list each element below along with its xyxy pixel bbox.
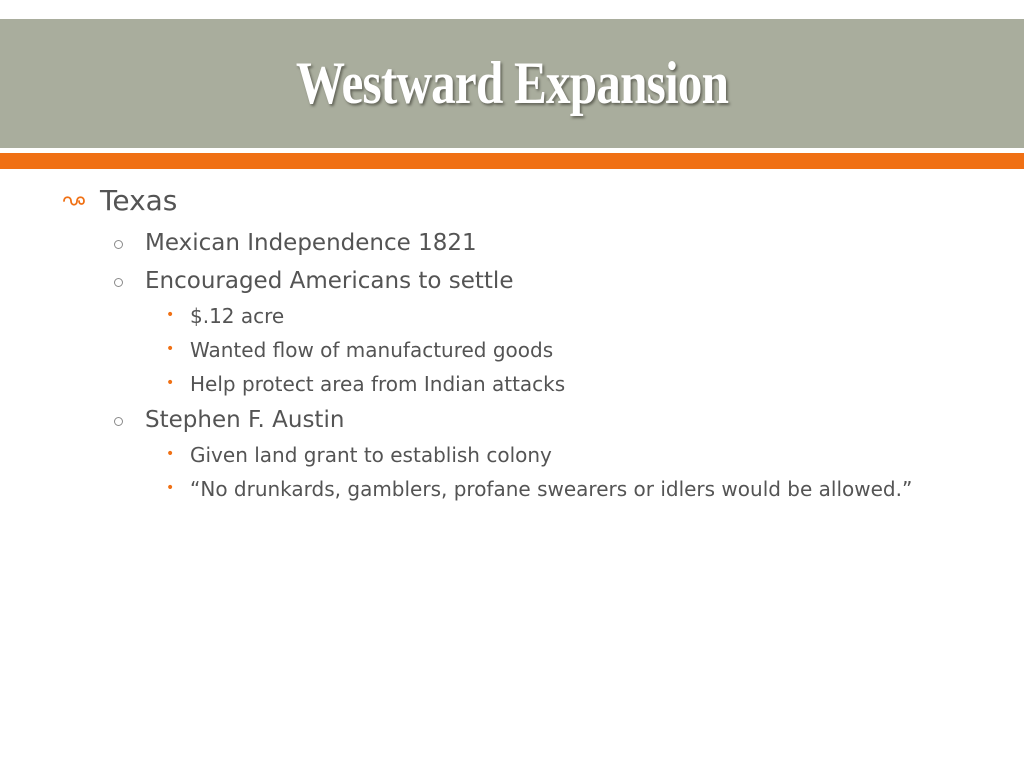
bullet-text-quote: “No drunkards, gamblers, profane swearers or idlers would be allowed.” bbox=[190, 477, 913, 501]
bullet-land-grant bbox=[0, 443, 1024, 469]
bullet-text-land-grant: Given land grant to establish colony bbox=[190, 443, 552, 467]
bullet-manufactured-goods bbox=[0, 338, 1024, 364]
hollow-circle-bullet-icon bbox=[114, 417, 126, 429]
slide-title: Westward Expansion bbox=[295, 50, 729, 116]
bullet-mexican-independence bbox=[0, 228, 1024, 258]
bullet-text-mexican-independence: Mexican Independence 1821 bbox=[145, 230, 477, 256]
hollow-circle-bullet-icon bbox=[114, 240, 126, 252]
bullet-quote bbox=[0, 477, 1024, 503]
bullet-text-texas: Texas bbox=[100, 184, 178, 217]
bullet-texas bbox=[0, 180, 1024, 220]
accent-bar bbox=[0, 153, 1024, 169]
bullet-text-manufactured-goods: Wanted flow of manufactured goods bbox=[190, 338, 554, 362]
title-band bbox=[0, 19, 1024, 148]
dot-bullet-icon: • bbox=[166, 375, 175, 391]
bullet-text-indian-attacks: Help protect area from Indian attacks bbox=[190, 372, 566, 396]
hollow-circle-bullet-icon bbox=[114, 278, 126, 290]
dot-bullet-icon: • bbox=[166, 480, 175, 496]
bullet-text-stephen-austin: Stephen F. Austin bbox=[145, 407, 345, 433]
bullet-indian-attacks bbox=[0, 372, 1024, 398]
bullet-encouraged-settle bbox=[0, 266, 1024, 296]
dot-bullet-icon: • bbox=[166, 446, 175, 462]
dot-bullet-icon: • bbox=[166, 307, 175, 323]
dot-bullet-icon: • bbox=[166, 341, 175, 357]
bullet-acre bbox=[0, 304, 1024, 330]
bullet-text-encouraged-settle: Encouraged Americans to settle bbox=[145, 268, 514, 294]
curly-swash-bullet-icon bbox=[62, 193, 86, 207]
bullet-stephen-austin bbox=[0, 405, 1024, 435]
bullet-text-acre: $.12 acre bbox=[190, 304, 285, 328]
